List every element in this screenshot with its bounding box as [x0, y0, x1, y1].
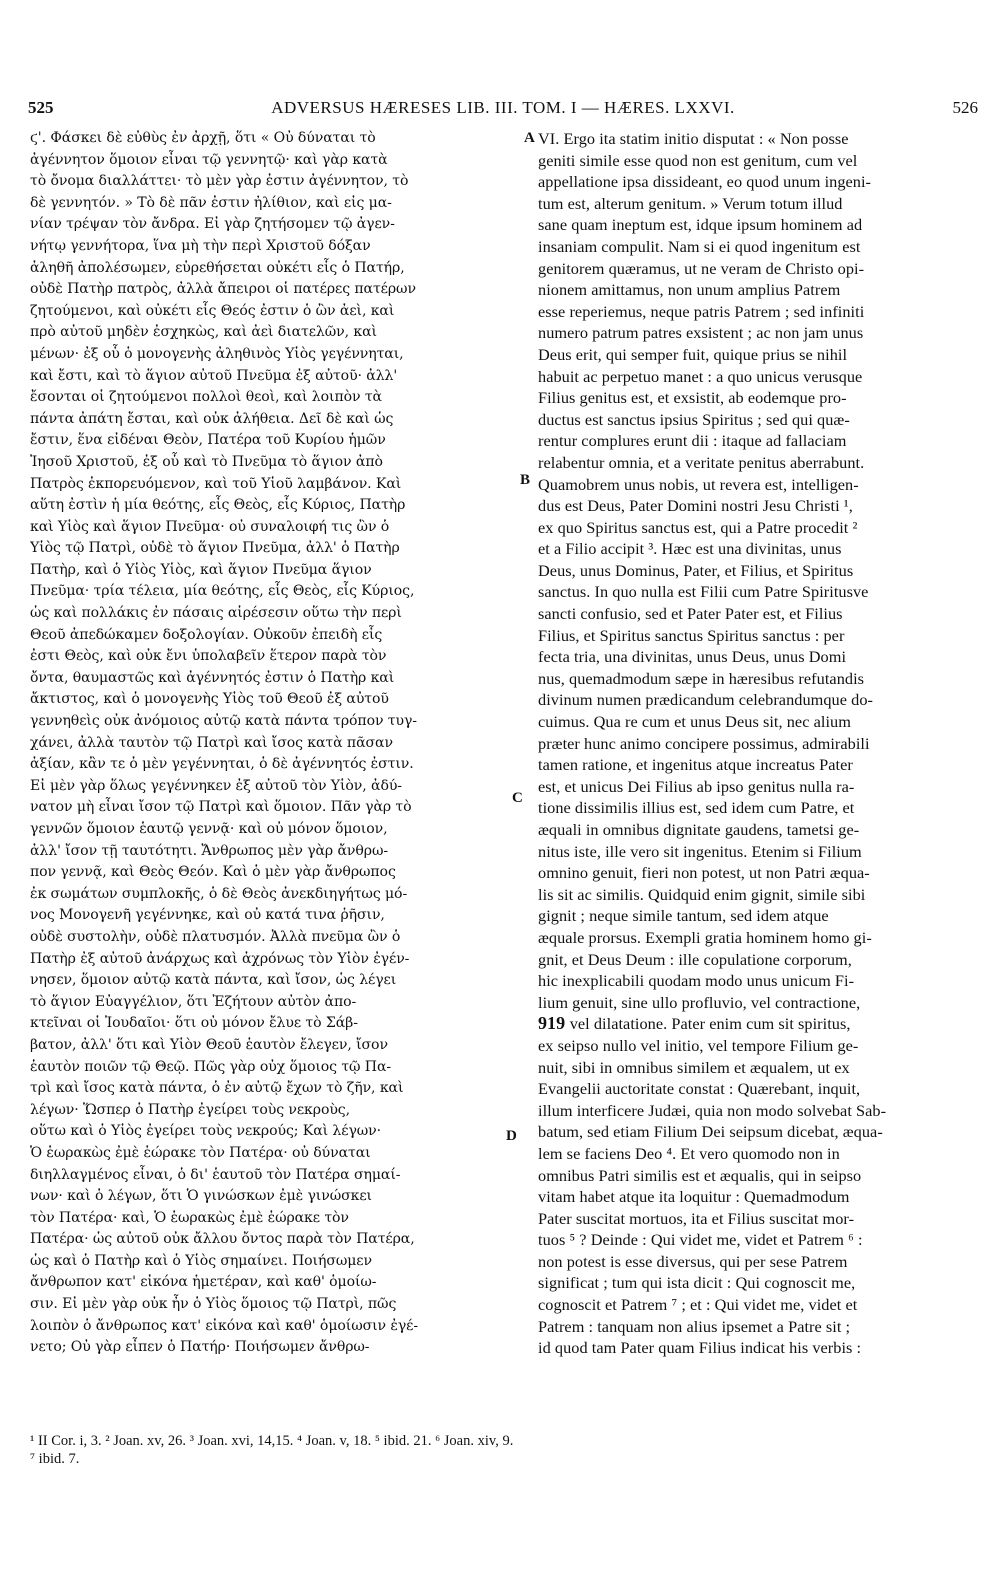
greek-text-line: οὐδὲ Πατὴρ πατρὸς, ἀλλὰ ἄπειροι οἱ πατέρες πατέρων: [30, 281, 416, 298]
greek-text-line: νίαν τρέψαν τὸν ἄνδρα. Εἰ γὰρ ζητήσομεν τῷ ἀγεν-: [30, 216, 395, 233]
greek-text-line: τὸ ὄνομα διαλλάττει· τὸ μὲν γὰρ ἐστιν ἀγέννητον, τὸ: [30, 173, 409, 190]
greek-text-line: ἔστιν, ἕνα εἰδέναι Θεὸν, Πατέρα τοῦ Κυρίου ἡμῶν: [30, 432, 386, 449]
latin-text-line: ex quo Spiritus sanctus est, qui a Patre procedit ²: [538, 517, 858, 537]
latin-text-line: nionem amittamus, non unum amplius Patrem: [538, 280, 841, 300]
greek-text-line: νατον μὴ εἶναι ἴσον τῷ Πατρὶ καὶ ὅμοιον. Πᾶν γὰρ τὸ: [30, 799, 412, 816]
latin-text-line: Deus, unus Dominus, Pater, et Filius, et Spiritus: [538, 560, 854, 580]
latin-text-line: Deus erit, qui semper fuit, quique prius se nihil: [538, 344, 848, 364]
latin-text-line: rentur complures erunt dii : itaque ad fallaciam: [538, 431, 847, 451]
latin-text-line: æquale prorsus. Exempli gratia hominem homo gi-: [538, 927, 872, 947]
latin-text-line: cuimus. Qua re cum et unus Deus sit, nec alium: [538, 712, 851, 732]
greek-text-line: Υἱὸς τῷ Πατρὶ, οὐδὲ τὸ ἅγιον Πνεῦμα, ἀλλ' ὁ Πατὴρ: [30, 540, 400, 557]
section-marker-a: A: [524, 130, 535, 146]
latin-text-line: lis sit ac similis. Quidquid enim gignit, simile sibi: [538, 884, 866, 904]
latin-text-line: gignit ; neque simile tantum, sed idem atque: [538, 906, 829, 926]
greek-text-line: ὄντα, θαυμαστῶς καὶ ἀγέννητός ἐστιν ὁ Πατὴρ καὶ: [30, 669, 395, 686]
latin-text-line: præter hunc animo concipere possimus, admirabili: [538, 733, 870, 753]
latin-text-line: Pater suscitat mortuos, ita et Filius suscitat mor-: [538, 1208, 855, 1228]
greek-text-line: Πατὴρ, καὶ ὁ Υἱὸς Υἱὸς, καὶ ἅγιον Πνεῦμα ἅγιον: [30, 561, 372, 578]
latin-text-line: divinum numen prædicandum celebrandumque do-: [538, 690, 873, 710]
greek-text-line: καὶ Υἱὸς καὶ ἅγιον Πνεῦμα· οὐ συναλοιφή τις ὢν ὁ: [30, 518, 390, 535]
page-header: [28, 98, 978, 122]
greek-text-line: νετο; Οὐ γὰρ εἶπεν ὁ Πατήρ· Ποιήσωμεν ἄνθρω-: [30, 1339, 370, 1356]
latin-text-line: genitorem quæramus, ut ne veram de Christo opi-: [538, 258, 865, 278]
greek-text-line: οὐδὲ συστολὴν, οὐδὲ πλατυσμόν. Ἀλλὰ πνεῦμα ὢν ὁ: [30, 928, 401, 945]
latin-text-line: hic inexplicabili quodam modo unus unicum Fi-: [538, 971, 855, 991]
greek-text-line: κτεῖναι οἱ Ἰουδαῖοι· ὅτι οὐ μόνον ἔλυε τὸ Σάβ-: [30, 1015, 358, 1032]
latin-text-line: omnino genuit, fieri non potest, ut non Patri æqua-: [538, 863, 870, 883]
latin-text-line: illum interficere Judæi, quia non modo solvebat Sab-: [538, 1100, 887, 1120]
latin-text-line: sane quam ineptum est, idque ipsum hominem ad: [538, 215, 863, 235]
greek-text-line: ἔσονται οἱ ζητούμενοι πολλοὶ θεοὶ, καὶ λοιπὸν τὰ: [30, 389, 382, 406]
greek-text-line: ὡς καὶ πολλάκις ἐν πάσαις αἱρέσεσιν οὕτω τὴν περὶ: [30, 605, 402, 622]
latin-text-line: vitam habet atque ita loquitur : Quemadmodum: [538, 1187, 850, 1207]
page-number-left: 525: [28, 98, 54, 117]
greek-text-line: οὕτω καὶ ὁ Υἱὸς ἐγείρει τοὺς νεκρούς; Καὶ λέγων·: [30, 1123, 382, 1140]
latin-text-line: sancti confusio, sed et Pater Pater est, et Filius: [538, 604, 843, 624]
latin-text-line: Filius genitus est, et exsistit, ab eodemque pro-: [538, 388, 847, 408]
greek-text-line: τὸν Πατέρα· καὶ, Ὁ ἑωρακὼς ἐμὲ ἑώρακε τὸν: [30, 1209, 349, 1226]
latin-text-line: Filius, et Spiritus sanctus Spiritus sanctus : per: [538, 625, 845, 645]
latin-text-line: est, et unicus Dei Filius ab ipso genitus nulla ra-: [538, 776, 855, 796]
latin-text-line: Evangelii auctoritate constat : Quærebant, inquit,: [538, 1079, 861, 1099]
greek-text-line: ἄνθρωπον κατ' εἰκόνα ἡμετέραν, καὶ καθ' ὁμοίω-: [30, 1274, 377, 1291]
greek-text-line: ϛ'. Φάσκει δὲ εὐθὺς ἐν ἀρχῇ, ὅτι « Οὐ δύναται τὸ: [30, 130, 376, 146]
latin-text-line: habuit ac perpetuo manet : a quo unicus verusque: [538, 366, 863, 386]
greek-text-line: λοιπὸν ὁ ἄνθρωπος κατ' εἰκόνα καὶ καθ' ὁμοίωσιν ἐγέ-: [30, 1317, 419, 1334]
greek-text-line: ἀλλ' ἴσον τῇ ταυτότητι. Ἄνθρωπος μὲν γὰρ ἄνθρω-: [30, 842, 389, 859]
greek-text-line: Πατέρα· ὡς αὐτοῦ οὐκ ἄλλου ὄντος παρὰ τὸν Πατέρα,: [30, 1231, 415, 1248]
greek-text-line: ὡς καὶ ὁ Πατὴρ καὶ ὁ Υἱὸς σημαίνει. Ποιήσωμεν: [30, 1252, 372, 1269]
greek-text-line: Πατὴρ ἐξ αὐτοῦ ἀνάρχως καὶ ἀχρόνως τὸν Υἱὸν ἐγέν-: [30, 950, 410, 967]
latin-text-line: omnibus Patri similis est et æqualis, qui in seipso: [538, 1165, 862, 1185]
greek-text-line: ἀξίαν, κἂν τε ὁ μὲν γεγέννηται, ὁ δὲ ἀγέννητός ἐστιν.: [30, 756, 414, 773]
greek-text-line: ζητούμενοι, καὶ οὐκέτι εἷς Θεός ἐστιν ὁ ὢν ἀεὶ, καὶ: [30, 302, 395, 319]
latin-text-line: appellatione ipsa dissideant, eo quod unum ingeni-: [538, 172, 872, 192]
latin-text-line: non potest is esse diversus, qui per sese Patrem: [538, 1251, 848, 1271]
latin-text-line: nus, quemadmodum sæpe in hæresibus refutandis: [538, 668, 865, 688]
greek-text-line: Ὁ ἑωρακὼς ἐμὲ ἑώρακε τὸν Πατέρα· οὐ δύναται: [30, 1144, 371, 1161]
greek-text-line: βατον, ἀλλ' ὅτι καὶ Υἱὸν Θεοῦ ἑαυτὸν ἔλεγεν, ἴσον: [30, 1036, 388, 1053]
latin-text-line: VI. Ergo ita statim initio disputat : « Non posse: [538, 129, 849, 148]
latin-text-line: numero patrum patres exsistent ; ac non jam unus: [538, 323, 864, 343]
greek-text-line: ἀληθῆ ἀπολέσωμεν, εὑρεθήσεται οὐκέτι εἷς ὁ Πατήρ,: [30, 259, 405, 276]
latin-text-line: id quod tam Pater quam Filius indicat his verbis :: [538, 1338, 862, 1358]
greek-text-line: καὶ ἔστι, καὶ τὸ ἅγιον αὐτοῦ Πνεῦμα ἐξ αὐτοῦ· ἀλλ': [30, 367, 398, 384]
greek-text-line: πον γεννᾷ, καὶ Θεὸς Θεόν. Καὶ ὁ μὲν γὰρ ἄνθρωπος: [30, 864, 396, 881]
running-title: ADVERSUS HÆRESES LIB. III. TOM. I — HÆRES. LXXVI.: [271, 98, 735, 117]
latin-text-line: Quamobrem unus nobis, ut revera est, intelligen-: [538, 474, 859, 494]
greek-text-line: ἐκ σωμάτων συμπλοκῆς, ὁ δὲ Θεὸς ἀνεκδιηγήτως μό-: [30, 885, 408, 902]
page-number-right: 526: [952, 98, 978, 117]
latin-text-line: 919 vel dilatatione. Pater enim cum sit spiritus,: [538, 1013, 851, 1034]
latin-text-line: nuit, sibi in omnibus similem et æqualem, ut ex: [538, 1057, 850, 1077]
latin-text-line: tuos ⁵ ? Deinde : Qui videt me, videt et Patrem ⁶ :: [538, 1230, 863, 1250]
footnote-line: ⁷ ibid. 7.: [30, 1451, 80, 1467]
section-marker-c: C: [512, 790, 523, 806]
greek-text-line: νησεν, ὅμοιον αὐτῷ κατὰ πάντα, καὶ ἴσον, ὡς λέγει: [30, 972, 397, 989]
greek-text-line: δὲ γεννητόν. » Τὸ δὲ πᾶν ἐστιν ἠλίθιον, καὶ εἰς μα-: [30, 194, 392, 211]
latin-column: [538, 128, 978, 1359]
greek-text-line: μένων· ἐξ οὗ ὁ μονογενὴς ἀληθινὸς Υἱὸς γεγέννηται,: [30, 345, 404, 362]
latin-text-line: nitus iste, ille vero sit ingenitus. Etenim si Filium: [538, 841, 862, 861]
latin-text-line: lem se faciens Deo ⁴. Et vero quomodo non in: [538, 1143, 840, 1163]
greek-text-line: διηλλαγμένος εἶναι, ὁ δι' ἑαυτοῦ τὸν Πατέρα σημαί-: [30, 1166, 401, 1183]
section-marker-d: D: [506, 1128, 517, 1144]
greek-text-line: γεννῶν ὅμοιον ἑαυτῷ γεννᾷ· καὶ οὐ μόνον ὅμοιον,: [30, 821, 388, 837]
latin-text-line: æquali in omnibus dignitate gaudens, tametsi ge-: [538, 820, 860, 839]
latin-text-line: ex seipso nullo vel initio, vel tempore Filium ge-: [538, 1035, 859, 1055]
latin-text-line: cognoscit et Patrem ⁷ ; et : Qui videt me, videt et: [538, 1295, 858, 1315]
greek-text-line: γεννηθεὶς οὐκ ἀνόμοιος αὐτῷ κατὰ πάντα τρόπον τυγ-: [30, 713, 417, 730]
latin-text-line: fecta tria, una divinitas, unus Deus, unus Domi: [538, 647, 847, 667]
greek-text-line: λέγων· Ὥσπερ ὁ Πατὴρ ἐγείρει τοὺς νεκροὺς,: [30, 1101, 350, 1118]
greek-text-line: νος Μονογενῆ γεγέννηκε, καὶ οὐ κατά τινα ῥῆσιν,: [30, 907, 385, 924]
greek-text-line: ἄκτιστος, καὶ ὁ μονογενὴς Υἱὸς τοῦ Θεοῦ ἐξ αὐτοῦ: [30, 691, 389, 708]
footnote-line: ¹ II Cor. i, 3. ² Joan. xv, 26. ³ Joan. xvi, 14,15. ⁴ Joan. v, 18. ⁵ ibid. 21. ⁶ Joan. xiv, 9.: [30, 1433, 514, 1449]
greek-text-line: αὕτη ἐστὶν ἡ μία θεότης, εἷς Θεὸς, εἷς Κύριος, Πατὴρ: [30, 497, 406, 514]
latin-text-line: gnit, et Deus Deum : ille copulatione corporum,: [538, 949, 852, 969]
greek-text-line: χάνει, ἀλλὰ ταυτὸν τῷ Πατρὶ καὶ ἴσος κατὰ πᾶσαν: [30, 734, 393, 751]
latin-text-line: et a Filio accipit ³. Hæc est una divinitas, unus: [538, 539, 842, 559]
greek-text-line: τὸ ἅγιον Εὐαγγέλιον, ὅτι Ἐζήτουν αὐτὸν ἀπο-: [30, 993, 357, 1010]
latin-text-line: relabentur omnia, et a veritate penitus aberrabunt.: [538, 452, 865, 472]
latin-text-line: sanctus. In quo nulla est Filii cum Patre Spiritusve: [538, 582, 869, 602]
latin-text-line: tione dissimilis illius est, sed idem cum Patre, et: [538, 798, 855, 818]
column-number-919: 919: [538, 1013, 570, 1034]
greek-text-line: Πνεῦμα· τρία τέλεια, μία θεότης, εἷς Θεὸς, εἷς Κύριος,: [30, 583, 415, 600]
latin-text-line: batum, sed etiam Filium Dei seipsum dicebat, æqua-: [538, 1122, 883, 1142]
greek-text-line: πρὸ αὐτοῦ μηδὲν ἐσχηκὼς, καὶ ἀεὶ διατελῶν, καὶ: [30, 324, 377, 341]
greek-text-line: ἐστι Θεὸς, καὶ οὐκ ἔνι ὑπολαβεῖν ἕτερον παρὰ τὸν: [30, 648, 387, 665]
greek-column: [30, 128, 530, 1359]
latin-text-line: significat ; tum qui ista dicit : Qui cognoscit me,: [538, 1273, 856, 1293]
greek-text-line: νήτῳ γεννήτορα, ἵνα μὴ τὴν περὶ Χριστοῦ δόξαν: [30, 237, 371, 254]
greek-text-line: Ἰησοῦ Χριστοῦ, ἐξ οὗ καὶ τὸ Πνεῦμα τὸ ἅγιον ἀπὸ: [30, 453, 383, 470]
greek-text-line: ἀγέννητον ὅμοιον εἶναι τῷ γεννητῷ· καὶ γὰρ κατὰ: [30, 151, 388, 168]
latin-text-line: tamen ratione, et ingenitus atque increatus Pater: [538, 755, 853, 775]
greek-text-line: Εἰ μὲν γὰρ ὅλως γεγέννηκεν ἐξ αὐτοῦ τὸν Υἱὸν, ἀδύ-: [30, 777, 402, 794]
latin-text-line: insaniam compulit. Nam si ei quod ingenitum est: [538, 236, 861, 256]
latin-text-line: lium genuit, sine ullo profluvio, vel contractione,: [538, 992, 861, 1012]
latin-text-line: tum est, alterum genitum. » Verum totum illud: [538, 193, 843, 213]
latin-text-line: dus est Deus, Pater Domini nostri Jesu Christi ¹,: [538, 496, 853, 516]
greek-text-line: σιν. Εἰ μὲν γὰρ οὐκ ἦν ὁ Υἱὸς ὅμοιος τῷ Πατρὶ, πῶς: [30, 1296, 397, 1313]
latin-text-line: esse reperiemus, neque patris Patrem ; sed infiniti: [538, 301, 865, 321]
greek-text-line: Πατρὸς ἐκπορευόμενον, καὶ τοῦ Υἱοῦ λαμβάνον. Καὶ: [30, 475, 402, 492]
greek-text-line: τρὶ καὶ ἴσος κατὰ πάντα, ὁ ἐν αὐτῷ ἔχων τὸ ζῆν, καὶ: [30, 1080, 404, 1097]
latin-text-line: ductus est sanctus ipsius Spiritus ; sed qui quæ-: [538, 409, 850, 429]
greek-text-line: νων· καὶ ὁ λέγων, ὅτι Ὁ γινώσκων ἐμὲ γινώσκει: [30, 1188, 372, 1205]
section-marker-b: B: [520, 472, 531, 488]
latin-text-line: geniti simile esse quod non est genitum, cum vel: [538, 150, 858, 170]
footnotes: [30, 1432, 980, 1468]
latin-text-line: Patrem : tanquam non alius ipsemet a Patre sit ;: [538, 1316, 851, 1336]
greek-text-line: Θεοῦ ἀπεδώκαμεν δοξολογίαν. Οὐκοῦν ἐπειδὴ εἷς: [30, 626, 383, 643]
greek-text-line: πάντα ἀπάτη ἔσται, καὶ οὐκ ἀλήθεια. Δεῖ δὲ καὶ ὡς: [30, 410, 394, 427]
greek-text-line: ἑαυτὸν ποιῶν τῷ Θεῷ. Πῶς γὰρ οὐχ ὅμοιος τῷ Πα-: [30, 1058, 392, 1075]
